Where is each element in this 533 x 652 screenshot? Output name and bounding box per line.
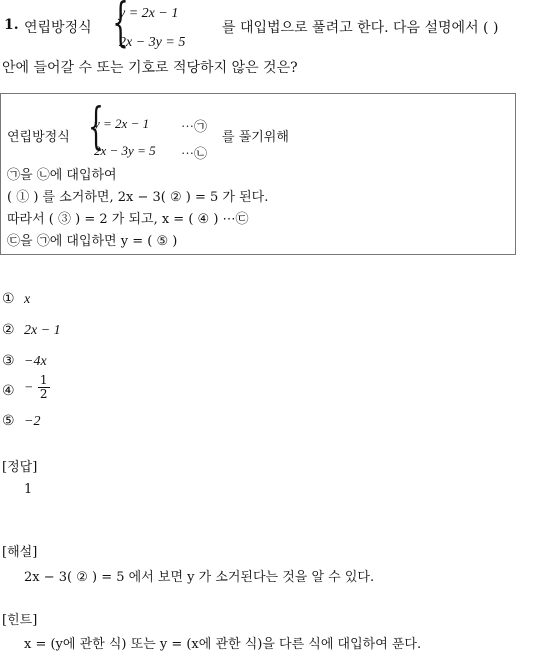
option-3-mark: ③ <box>2 353 15 369</box>
explanation-text: 2x − 3( ② ) = 5 에서 보면 y 가 소거된다는 것을 알 수 있다. <box>24 570 375 585</box>
question-eq1: y = 2x − 1 <box>119 6 179 21</box>
box-eq1-tag: ⋯㉠ <box>181 120 208 135</box>
option-3-text: −4x <box>24 354 47 369</box>
option-5-text: −2 <box>24 414 41 429</box>
answer-label: [정답] <box>2 460 38 475</box>
option-2-text: 2x − 1 <box>24 323 61 338</box>
box-line4: ㉢을 ㉠에 대입하면 y = ( ⑤ ) <box>7 234 178 249</box>
option-4-sign: − <box>24 380 34 396</box>
question-lead: 연립방정식 <box>24 20 92 36</box>
question-number: 1. <box>4 17 19 33</box>
option-1-text: x <box>24 292 31 307</box>
hint-text: x = (y에 관한 식) 또는 y = (x에 관한 식)을 다른 식에 대입하여 푼다. <box>24 637 422 652</box>
question-eq2: 2x − 3y = 5 <box>119 35 186 50</box>
option-1-mark: ① <box>2 291 15 307</box>
box-eq2: 2x − 3y = 5 <box>94 143 156 158</box>
box-line2: ( ① ) 를 소거하면, 2x − 3( ② ) = 5 가 된다. <box>7 190 269 205</box>
answer-value: 1 <box>24 482 33 497</box>
explanation-label: [해설] <box>2 545 38 560</box>
box-tail: 를 풀기위해 <box>222 130 289 145</box>
question-brace: { <box>112 0 129 53</box>
box-eq1: y = 2x − 1 <box>94 116 150 131</box>
box-lead: 연립방정식 <box>7 130 70 145</box>
box-line3: 따라서 ( ③ ) = 2 가 되고, x = ( ④ ) ⋯㉢ <box>7 212 249 227</box>
box-eq2-tag: ⋯㉡ <box>181 147 208 162</box>
option-2-mark: ② <box>2 322 15 338</box>
question-tail: 를 대입법으로 풀려고 한다. 다음 설명에서 ( ) <box>222 20 499 36</box>
option-4-numerator: 1 <box>39 373 48 387</box>
option-4-mark: ④ <box>2 383 15 399</box>
hint-label: [힌트] <box>2 613 38 628</box>
option-5-mark: ⑤ <box>2 413 15 429</box>
box-line1: ㉠을 ㉡에 대입하여 <box>7 168 117 183</box>
option-4-denominator: 2 <box>39 387 48 401</box>
question-line2: 안에 들어갈 수 또는 기호로 적당하지 않은 것은? <box>2 60 298 76</box>
option-4-value <box>24 374 50 401</box>
option-4-fraction <box>38 374 50 401</box>
box-brace: { <box>87 97 104 155</box>
